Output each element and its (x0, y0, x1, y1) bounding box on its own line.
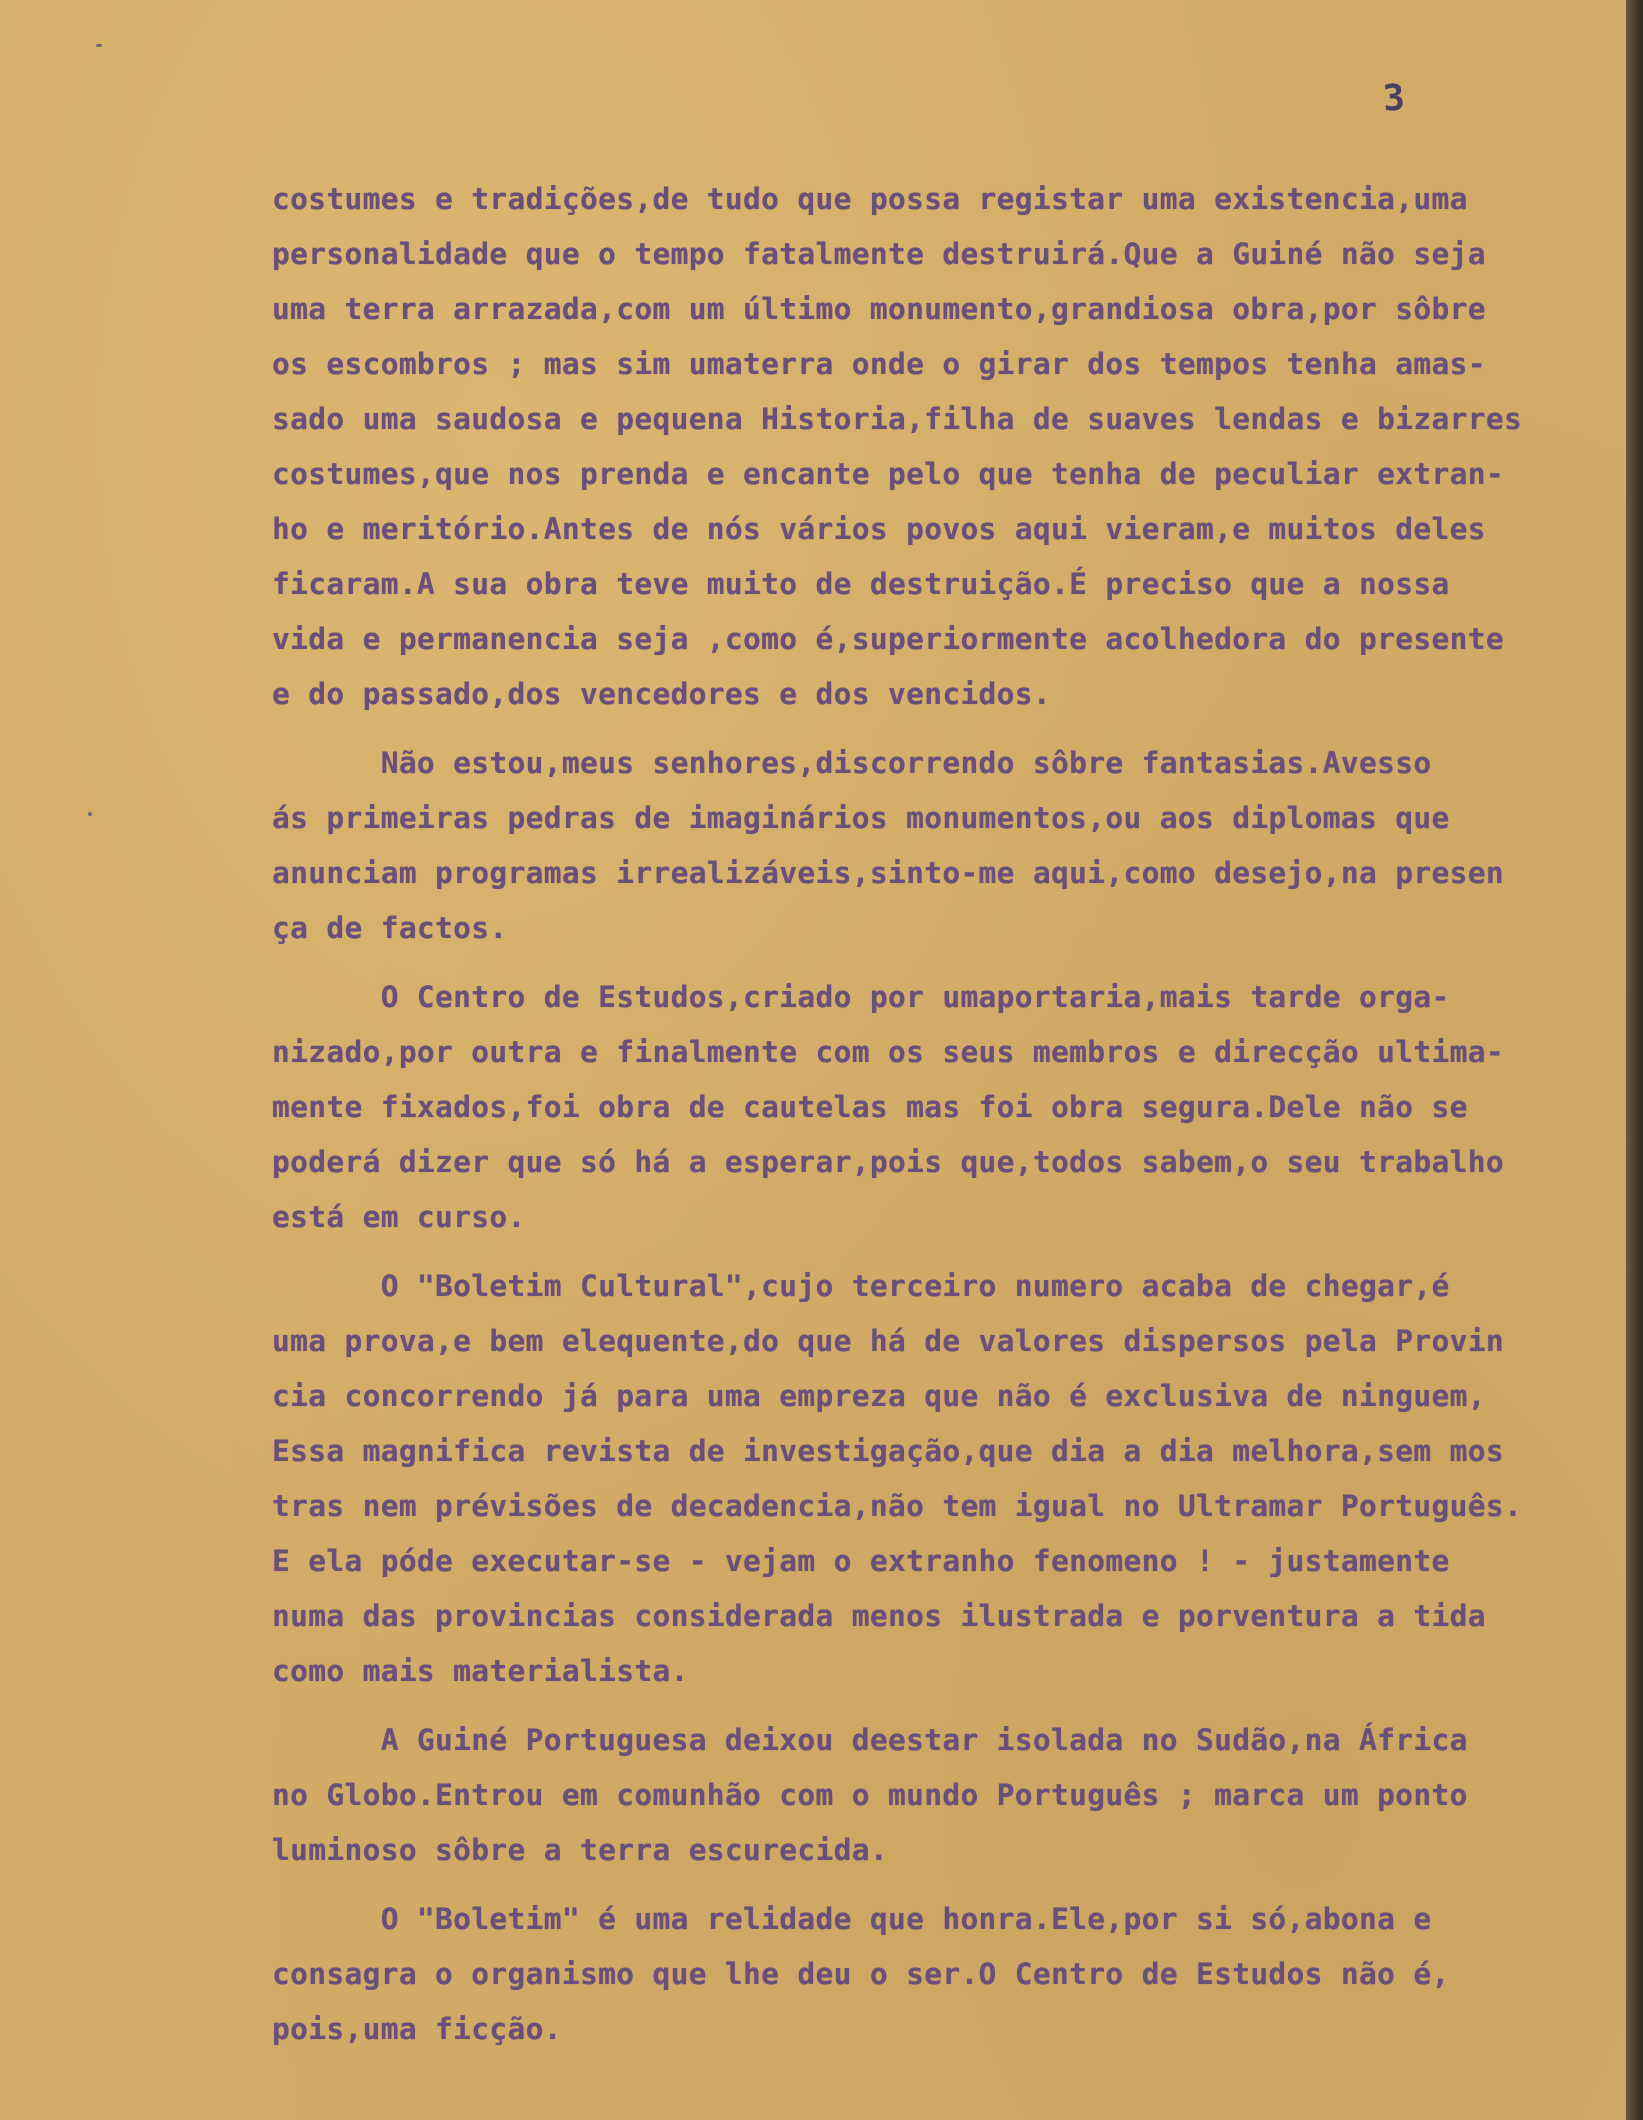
text-line: vida e permanencia seja ,como é,superiormente acolhedora do presente (272, 622, 1504, 656)
text-line: numa das provincias considerada menos ilustrada e porventura a tida (272, 1599, 1486, 1633)
text-line: no Globo.Entrou em comunhão com o mundo Português ; marca um ponto (272, 1778, 1468, 1812)
text-line: Não estou,meus senhores,discorrendo sôbre fantasias.Avesso (272, 746, 1432, 780)
text-line: Essa magnifica revista de investigação,que dia a dia melhora,sem mos (272, 1434, 1504, 1468)
text-line: luminoso sôbre a terra escurecida. (272, 1833, 888, 1867)
text-line: poderá dizer que só há a esperar,pois que,todos sabem,o seu trabalho (272, 1145, 1504, 1179)
text-line: ficaram.A sua obra teve muito de destruição.É preciso que a nossa (272, 567, 1450, 601)
text-line: ás primeiras pedras de imaginários monumentos,ou aos diplomas que (272, 801, 1450, 835)
text-line: O Centro de Estudos,criado por umaportaria,mais tarde orga- (272, 980, 1450, 1014)
paragraph-5 (272, 1713, 1626, 1878)
text-line: costumes,que nos prenda e encante pelo que tenha de peculiar extran- (272, 457, 1504, 491)
text-line: nizado,por outra e finalmente com os seus membros e direcção ultima- (272, 1035, 1504, 1069)
text-line: cia concorrendo já para uma empreza que não é exclusiva de ninguem, (272, 1379, 1486, 1413)
text-line: e do passado,dos vencedores e dos vencidos. (272, 677, 1052, 711)
paragraph-4 (272, 1259, 1626, 1699)
paragraph-1 (272, 172, 1626, 722)
paper-speck (96, 44, 102, 47)
text-line: está em curso. (272, 1200, 526, 1234)
paragraph-6 (272, 1892, 1626, 2057)
text-line: sado uma saudosa e pequena Historia,filha de suaves lendas e bizarres (272, 402, 1523, 436)
paper-speck (88, 812, 92, 816)
text-line: A Guiné Portuguesa deixou deestar isolada no Sudão,na África (272, 1723, 1468, 1757)
text-line: os escombros ; mas sim umaterra onde o girar dos tempos tenha amas- (272, 347, 1486, 381)
text-line: personalidade que o tempo fatalmente destruirá.Que a Guiné não seja (272, 237, 1486, 271)
page-edge-shadow (1626, 0, 1643, 2120)
text-line: uma terra arrazada,com um último monumento,grandiosa obra,por sôbre (272, 292, 1486, 326)
paragraph-2 (272, 736, 1626, 956)
text-line: tras nem prévisões de decadencia,não tem igual no Ultramar Português. (272, 1489, 1523, 1523)
text-line: como mais materialista. (272, 1654, 689, 1688)
text-line: mente fixados,foi obra de cautelas mas foi obra segura.Dele não se (272, 1090, 1468, 1124)
text-line: costumes e tradições,de tudo que possa registar uma existencia,uma (272, 182, 1468, 216)
text-line: consagra o organismo que lhe deu o ser.O Centro de Estudos não é, (272, 1957, 1450, 1991)
text-line: ça de factos. (272, 911, 508, 945)
text-line: O "Boletim" é uma relidade que honra.Ele,por si só,abona e (272, 1902, 1432, 1936)
page-number: 3 (1381, 77, 1407, 120)
text-line: O "Boletim Cultural",cujo terceiro numero acaba de chegar,é (272, 1269, 1450, 1303)
text-line: anunciam programas irrealizáveis,sinto-me aqui,como desejo,na presen (272, 856, 1504, 890)
paragraph-3 (272, 970, 1626, 1245)
text-line: uma prova,e bem elequente,do que há de valores dispersos pela Provin (272, 1324, 1504, 1358)
text-line: pois,uma ficção. (272, 2012, 562, 2046)
text-line: E ela póde executar-se - vejam o extranho fenomeno ! - justamente (272, 1544, 1450, 1578)
typed-body-text (272, 172, 1626, 2071)
text-line: ho e meritório.Antes de nós vários povos aqui vieram,e muitos deles (272, 512, 1486, 546)
